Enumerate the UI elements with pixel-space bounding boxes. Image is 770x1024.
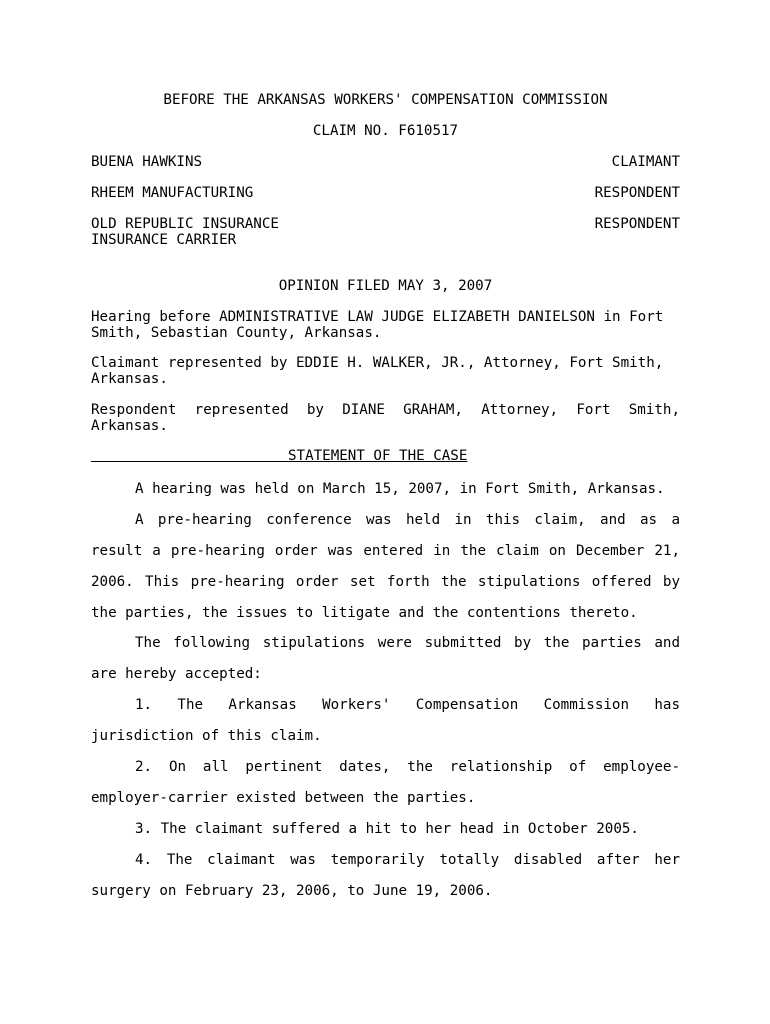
respondent-representation: Respondent represented by DIANE GRAHAM, Attorney, Fort Smith, Arkansas. — [91, 402, 680, 434]
party-name-line2: INSURANCE CARRIER — [91, 232, 237, 248]
party-respondent-employer — [91, 185, 680, 201]
party-role: RESPONDENT — [594, 216, 680, 232]
hearing-info: Hearing before ADMINISTRATIVE LAW JUDGE ELIZABETH DANIELSON in Fort Smith, Sebastian County, Arkansas. — [91, 309, 664, 341]
heading-rule — [91, 461, 288, 462]
paragraph-stipulations-intro: The following stipulations were submitted by the parties and are hereby accepted: — [91, 635, 680, 682]
party-name-line1: OLD REPUBLIC INSURANCE — [91, 216, 279, 232]
party-name — [91, 216, 279, 248]
document-page — [91, 0, 680, 1024]
stipulation-1: 1. The Arkansas Workers' Compensation Commission has jurisdiction of this claim. — [91, 697, 680, 744]
party-respondent-carrier — [91, 216, 680, 248]
stipulation-4: 4. The claimant was temporarily totally disabled after her surgery on February 23, 2006, to June 19, 2006. — [91, 852, 680, 899]
commission-title: BEFORE THE ARKANSAS WORKERS' COMPENSATION COMMISSION — [163, 92, 608, 108]
paragraph-hearing-held: A hearing was held on March 15, 2007, in Fort Smith, Arkansas. — [135, 481, 665, 497]
opinion-filed-date: OPINION FILED MAY 3, 2007 — [278, 278, 493, 294]
section-heading: STATEMENT OF THE CASE — [288, 448, 468, 464]
party-name: RHEEM MANUFACTURING — [91, 185, 254, 201]
section-heading-row — [91, 448, 680, 466]
party-name: BUENA HAWKINS — [91, 154, 203, 170]
paragraph-prehearing: A pre-hearing conference was held in this claim, and as a result a pre-hearing order was entered in the claim on December 21, 2006. This pre-hearing order set forth the stipulations offered by the parties, the issues to litigate and the contentions thereto. — [91, 512, 680, 621]
stipulation-3: 3. The claimant suffered a hit to her head in October 2005. — [135, 821, 639, 837]
party-role: RESPONDENT — [594, 185, 680, 201]
stipulation-2: 2. On all pertinent dates, the relationship of employee-employer-carrier existed between the parties. — [91, 759, 680, 806]
party-role: CLAIMANT — [611, 154, 680, 170]
claimant-representation: Claimant represented by EDDIE H. WALKER, JR., Attorney, Fort Smith, Arkansas. — [91, 355, 664, 387]
party-claimant — [91, 154, 680, 170]
claim-number: CLAIM NO. F610517 — [312, 123, 459, 139]
